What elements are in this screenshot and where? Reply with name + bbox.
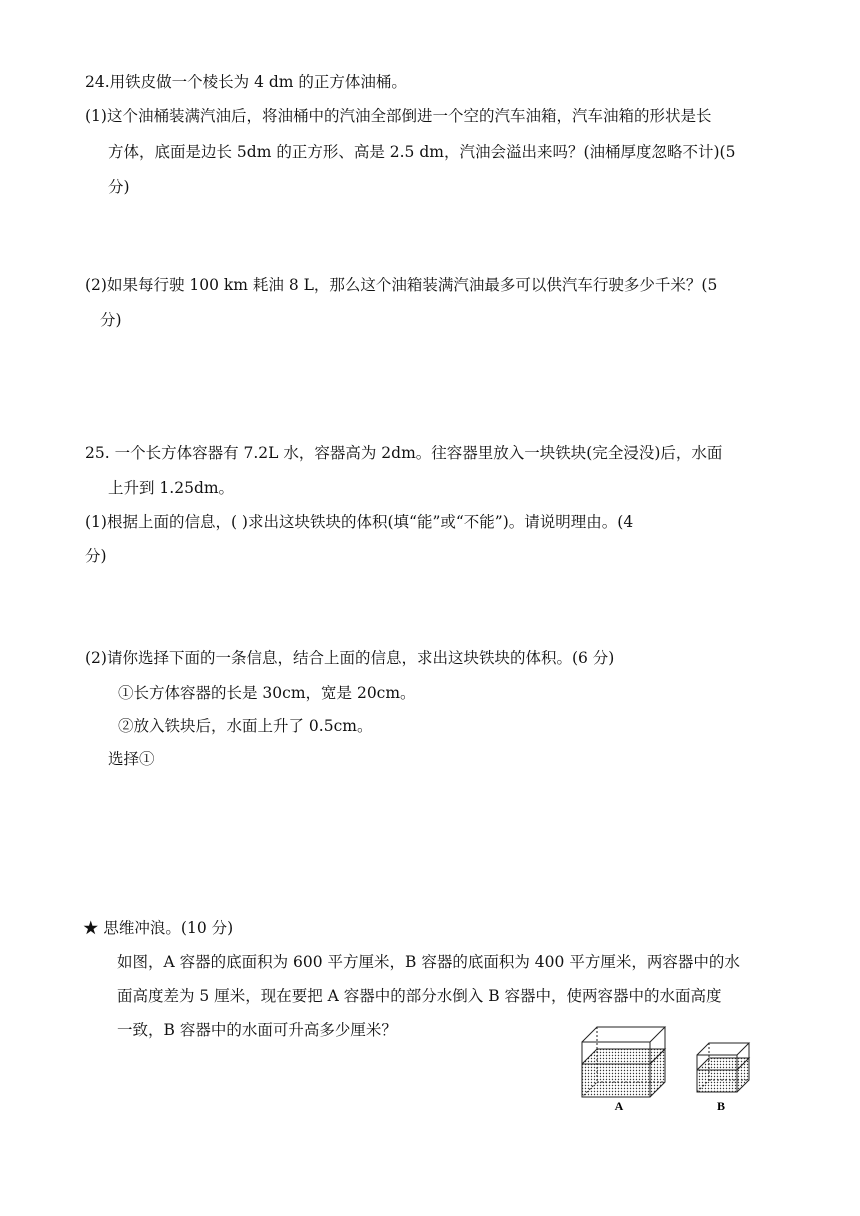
q25-stem-line1: 25. 一个长方体容器有 7.2L 水，容器高为 2dm。往容器里放入一块铁块(完全浸没)后，水面 xyxy=(85,444,723,462)
q24-part1-line1: (1)这个油桶装满汽油后，将油桶中的汽油全部倒进一个空的汽车油箱，汽车油箱的形状是长 xyxy=(85,107,712,125)
bonus-line3: 一致，B 容器中的水面可升高多少厘米？ xyxy=(117,1021,397,1039)
q24-part2-line1: (2)如果每行驶 100 km 耗油 8 L，那么这个油箱装满汽油最多可以供汽车行驶多少千米？(5 xyxy=(85,276,718,294)
q24-stem: 24.用铁皮做一个棱长为 4 dm 的正方体油桶。 xyxy=(85,73,407,91)
containers-figure xyxy=(575,1015,775,1115)
q24-part2-line2: 分) xyxy=(100,311,122,329)
q25-choice: 选择① xyxy=(108,750,155,768)
label-b: B xyxy=(716,1099,726,1113)
containers-diagram xyxy=(575,1015,775,1115)
container-b xyxy=(697,1043,749,1092)
q25-part1-line2: 分) xyxy=(85,547,107,565)
q25-part2-line1: (2)请你选择下面的一条信息，结合上面的信息，求出这块铁块的体积。(6 分) xyxy=(85,649,615,667)
label-a: A xyxy=(614,1099,624,1113)
q25-option2: ②放入铁块后，水面上升了 0.5cm。 xyxy=(118,717,373,735)
q25-option1: ①长方体容器的长是 30cm，宽是 20cm。 xyxy=(118,684,416,702)
q25-stem-line2: 上升到 1.25dm。 xyxy=(108,479,235,497)
bonus-heading: ★ 思维冲浪。(10 分) xyxy=(83,919,234,937)
bonus-line1: 如图，A 容器的底面积为 600 平方厘米，B 容器的底面积为 400 平方厘米，两容器中的水 xyxy=(117,953,740,971)
q24-part1-line2: 方体，底面是边长 5dm 的正方形、高是 2.5 dm，汽油会溢出来吗？(油桶厚度忽略不计)(5 xyxy=(108,143,736,161)
container-a xyxy=(582,1027,665,1097)
bonus-line2: 面高度差为 5 厘米，现在要把 A 容器中的部分水倒入 B 容器中，使两容器中的水面高度 xyxy=(117,987,722,1005)
q25-part1-line1: (1)根据上面的信息，( )求出这块铁块的体积(填“能”或“不能”)。请说明理由。(4 xyxy=(85,513,634,531)
q24-part1-line3: 分) xyxy=(108,178,130,196)
